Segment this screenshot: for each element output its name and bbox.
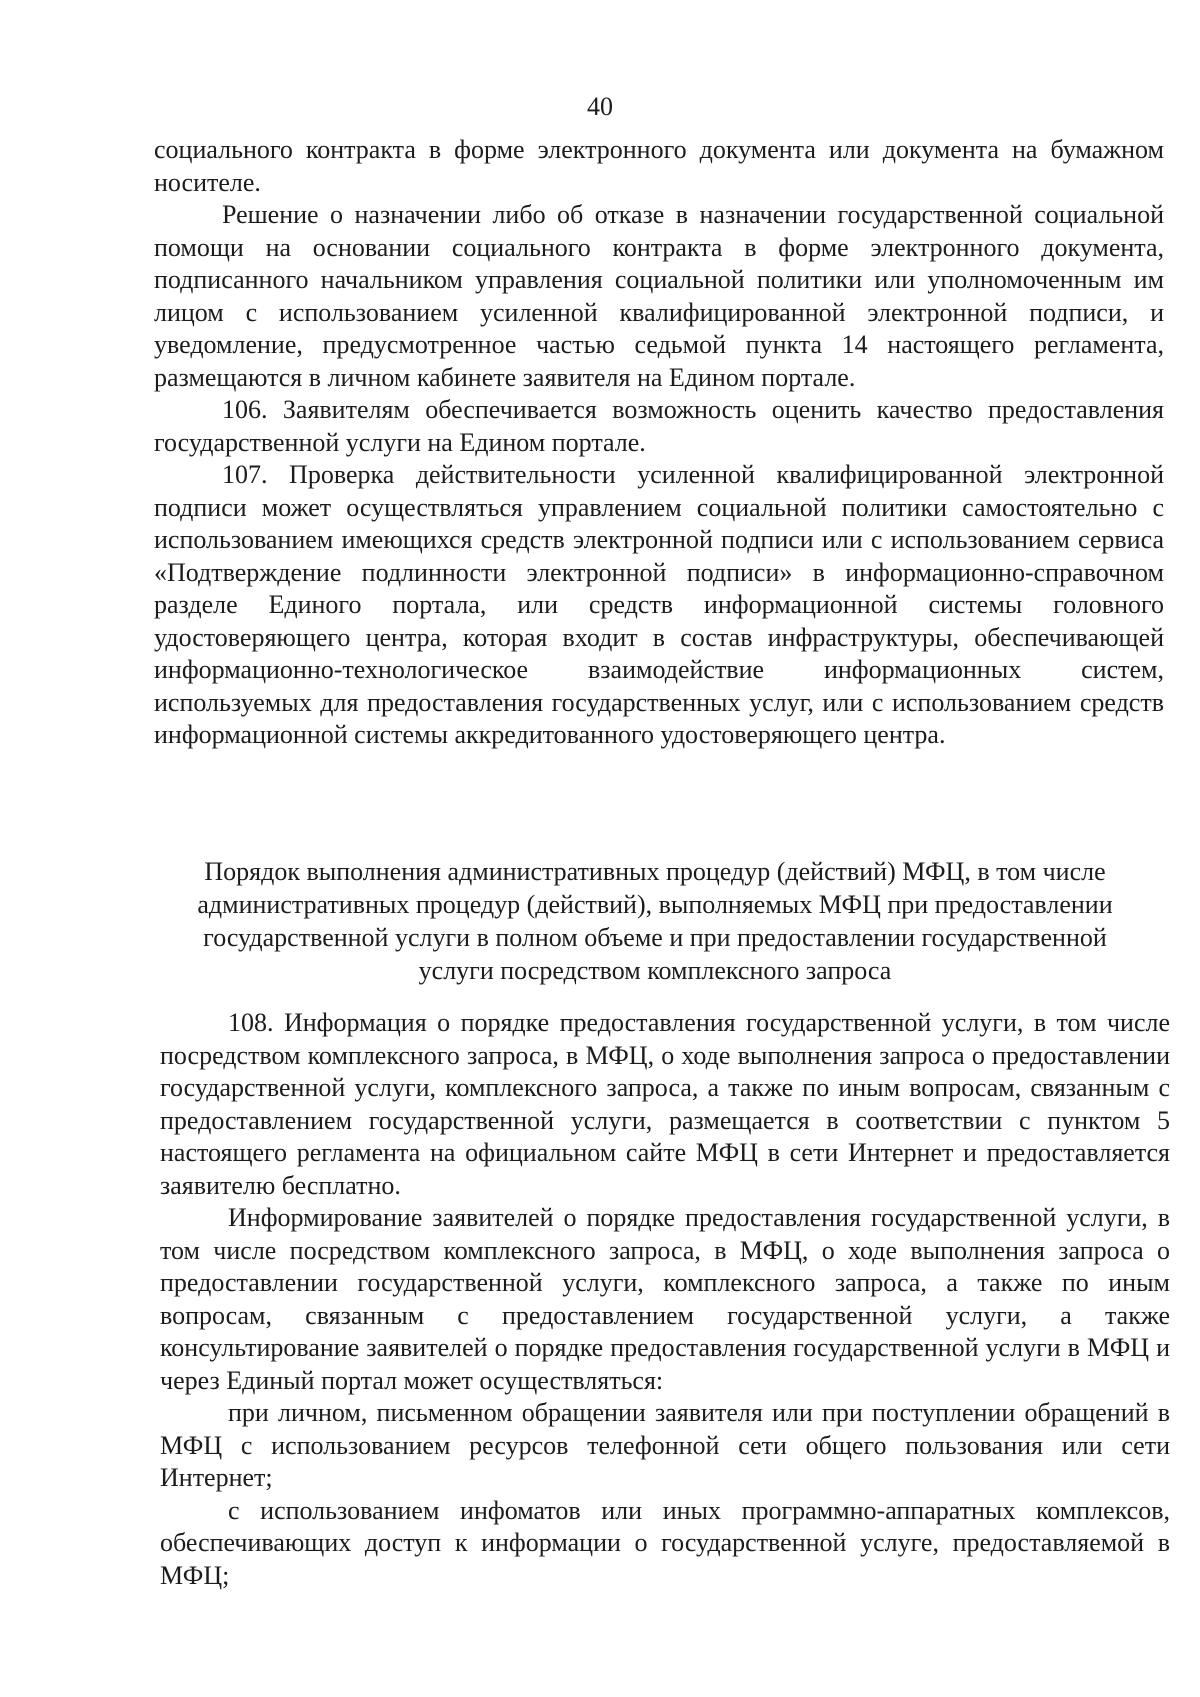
section-heading-line: административных процедур (действий), выполняемых МФЦ при предоставлении	[197, 890, 1113, 919]
section-heading-line: услуги посредством комплексного запроса	[418, 956, 892, 985]
paragraph-108: 108. Информация о порядке предоставления государственной услуги, в том числе посредством комплексного запроса, в МФЦ, о ходе выполнения запроса о предоставлении государственной услуги, комплексного запроса, а также по иным вопросам, связанным с предоставлением государственной услуги, размещается в соответствии с пунктом 5 настоящего регламента на официальном сайте МФЦ в сети Интернет и предоставляется заявителю бесплатно.	[160, 1008, 1170, 1200]
paragraph-personal-appeal: при личном, письменном обращении заявителя или при поступлении обращений в МФЦ с использованием ресурсов телефонной сети общего пользования или сети Интернет;	[160, 1398, 1170, 1492]
section-heading-line: государственной услуги в полном объеме и при предоставлении государственной	[203, 923, 1107, 952]
paragraph-107: 107. Проверка действительности усиленной квалифицированной электронной подписи может осуществляться управлением социальной политики самостоятельно с использованием имеющихся средств электронной подписи или с использованием сервиса «Подтверждение подлинности электронной подписи» в информационно-справочном разделе Единого портала, или средств информационной системы головного удостоверяющего центра, которая входит в состав инфраструктуры, обеспечивающей информационно-технологическое взаимодействие информационных систем, используемых для предоставления государственных услуг, или с использованием средств информационной системы аккредитованного удостоверяющего центра.	[154, 460, 1164, 749]
paragraph-decision: Решение о назначении либо об отказе в назначении государственной социальной помощи на основании социального контракта в форме электронного документа, подписанного начальником управления социальной политики или уполномоченным им лицом с использованием усиленной квалифицированной электронной подписи, и уведомление, предусмотренное частью седьмой пункта 14 настоящего регламента, размещаются в личном кабинете заявителя на Едином портале.	[154, 200, 1164, 392]
paragraph-informing: Информирование заявителей о порядке предоставления государственной услуги, в том числе посредством комплексного запроса, в МФЦ, о ходе выполнения запроса о предоставлении государственной услуги, комплексного запроса, а также по иным вопросам, связанным с предоставлением государственной услуги, а также консультирование заявителей о порядке предоставления государственной услуги в МФЦ и через Единый портал может осуществляться:	[160, 1203, 1170, 1395]
text-block-bottom	[160, 1007, 1170, 1592]
paragraph-106: 106. Заявителям обеспечивается возможность оценить качество предоставления государственной услуги на Едином портале.	[154, 395, 1164, 457]
paragraph-infomats: с использованием инфоматов или иных программно-аппаратных комплексов, обеспечивающих доступ к информации о государственной услуге, предоставляемой в МФЦ;	[160, 1495, 1170, 1590]
section-heading-line: Порядок выполнения административных процедур (действий) МФЦ, в том числе	[204, 857, 1106, 886]
paragraph-continuation: социального контракта в форме электронного документа или документа на бумажном носителе.	[154, 135, 1164, 197]
text-block-top	[154, 134, 1164, 752]
page-number: 40	[587, 92, 613, 121]
section-heading	[150, 855, 1160, 987]
